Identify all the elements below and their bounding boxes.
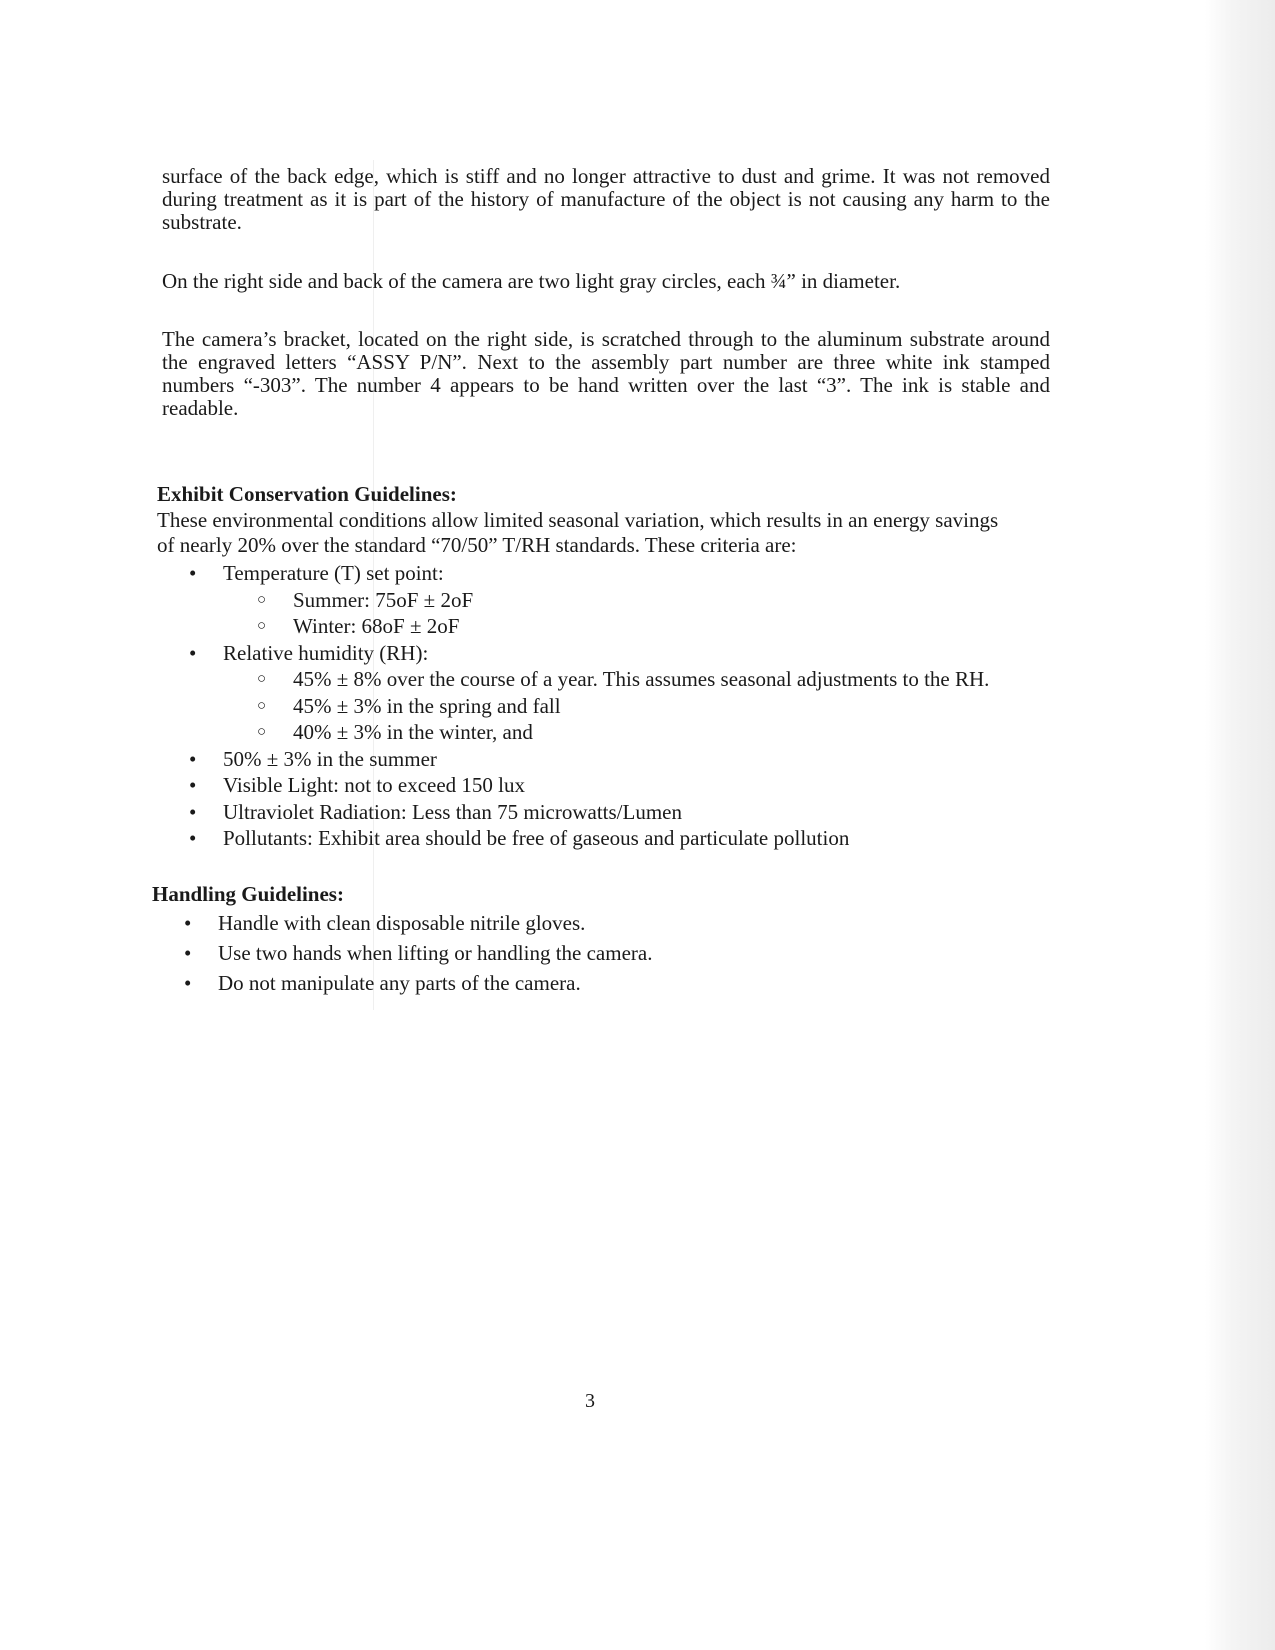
page-number: 3 bbox=[585, 1390, 595, 1412]
exhibit-criteria-list bbox=[157, 560, 989, 852]
list-item: • Ultraviolet Radiation: Less than 75 microwatts/Lumen bbox=[157, 799, 989, 826]
handling-guidelines-heading: Handling Guidelines: bbox=[152, 882, 344, 906]
exhibit-guidelines-intro: These environmental conditions allow limited seasonal variation, which results in an energy savings of nearly 20% over the standard “70/50” T/RH standards. These criteria are: bbox=[157, 508, 999, 557]
list-item: • 50% ± 3% in the summer bbox=[157, 746, 989, 773]
exhibit-guidelines-heading: Exhibit Conservation Guidelines: bbox=[157, 482, 457, 506]
list-item: • Do not manipulate any parts of the camera. bbox=[152, 968, 652, 998]
sub-list-item: ○ Summer: 75oF ± 2oF bbox=[157, 587, 989, 614]
list-item: • Visible Light: not to exceed 150 lux bbox=[157, 772, 989, 799]
list-item: • Relative humidity (RH): bbox=[157, 640, 989, 667]
paragraph-gray-circles: On the right side and back of the camera are two light gray circles, each ¾” in diameter. bbox=[162, 269, 901, 293]
paragraph-back-edge: surface of the back edge, which is stiff and no longer attractive to dust and grime. It was not removed during treatment as it is part of the history of manufacture of the object is not causing any harm to the substrate. bbox=[162, 164, 1050, 234]
sub-list-item: ○ 45% ± 3% in the spring and fall bbox=[157, 693, 989, 720]
sub-list-item: ○ Winter: 68oF ± 2oF bbox=[157, 613, 989, 640]
list-item: • Temperature (T) set point: bbox=[157, 560, 989, 587]
handling-list bbox=[152, 908, 652, 998]
paragraph-bracket: The camera’s bracket, located on the right side, is scratched through to the aluminum substrate around the engraved letters “ASSY P/N”. Next to the assembly part number are three white ink stamped numbers “-303”. The number 4 appears to be hand written over the last “3”. The ink is stable and readable. bbox=[162, 327, 1050, 420]
list-item: • Use two hands when lifting or handling the camera. bbox=[152, 938, 652, 968]
sub-list-item: ○ 40% ± 3% in the winter, and bbox=[157, 719, 989, 746]
sub-list-item: ○ 45% ± 8% over the course of a year. This assumes seasonal adjustments to the RH. bbox=[157, 666, 989, 693]
list-item: • Pollutants: Exhibit area should be free of gaseous and particulate pollution bbox=[157, 825, 989, 852]
scan-edge-shadow bbox=[1205, 0, 1275, 1650]
list-item: • Handle with clean disposable nitrile gloves. bbox=[152, 908, 652, 938]
